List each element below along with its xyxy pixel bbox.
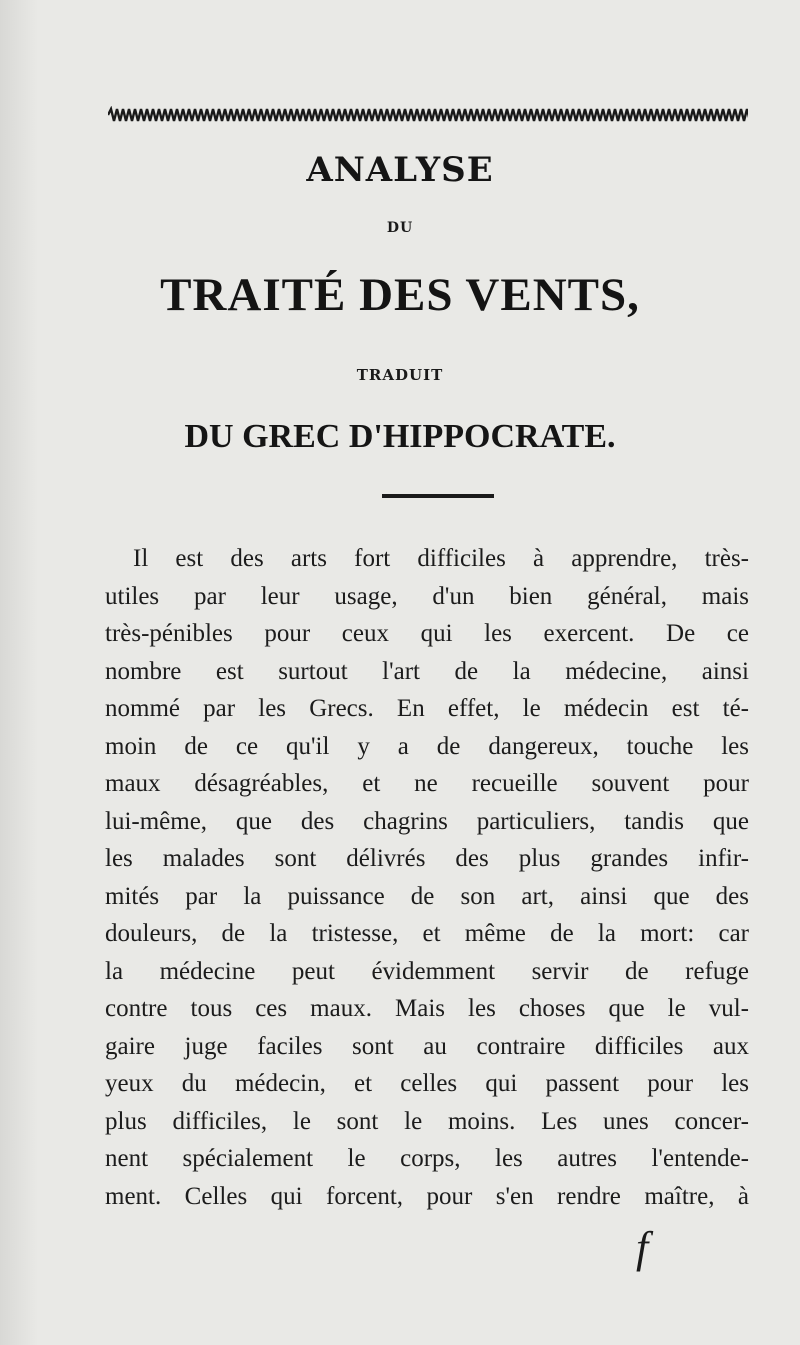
text-line: nombre est surtout l'art de la médecine, ainsi (105, 657, 749, 685)
text-line: Il est des arts fort difficiles à apprendre, très- (133, 545, 749, 572)
text-line: les malades sont délivrés des plus grandes infir- (105, 845, 749, 872)
text-line: nommé par les Grecs. En effet, le médecin est té- (105, 695, 749, 722)
page-gutter-shadow (0, 0, 38, 1345)
text-line: nent spécialement le corps, les autres l'entende- (105, 1145, 749, 1172)
text-line: mités par la puissance de son art, ainsi que des (105, 882, 749, 910)
ornamental-rule (108, 106, 748, 124)
text-line: maux désagréables, et ne recueille souvent pour (105, 770, 749, 797)
text-line: douleurs, de la tristesse, et même de la mort: car (105, 920, 749, 947)
heading-du: DU (386, 220, 414, 236)
text-line: gaire juge faciles sont au contraire difficiles aux (105, 1032, 749, 1060)
text-line: moin de ce qu'il y a de dangereux, touche les (105, 732, 749, 760)
text-line: la médecine peut évidemment servir de refuge (105, 957, 749, 985)
heading-du-grec-dhippocrate: DU GREC D'HIPPOCRATE. (184, 418, 616, 455)
signature-mark: f (636, 1223, 649, 1272)
text-line: lui-même, que des chagrins particuliers, tandis que (105, 807, 749, 835)
body-paragraph (105, 540, 749, 1215)
heading-traduit: TRADUIT (356, 366, 444, 384)
heading-analyse: ANALYSE (306, 150, 494, 190)
heading-traite-des-vents: TRAITÉ DES VENTS, (160, 269, 640, 321)
text-line: plus difficiles, le sont le moins. Les unes concer- (105, 1107, 749, 1135)
text-line: yeux du médecin, et celles qui passent pour les (105, 1070, 749, 1097)
section-divider (382, 494, 494, 498)
text-line: très-pénibles pour ceux qui les exercent. De ce (105, 620, 749, 647)
text-line: contre tous ces maux. Mais les choses que le vul- (105, 995, 749, 1022)
text-line: utiles par leur usage, d'un bien général, mais (105, 582, 749, 610)
text-line: ment. Celles qui forcent, pour s'en rendre maître, à (105, 1182, 749, 1210)
